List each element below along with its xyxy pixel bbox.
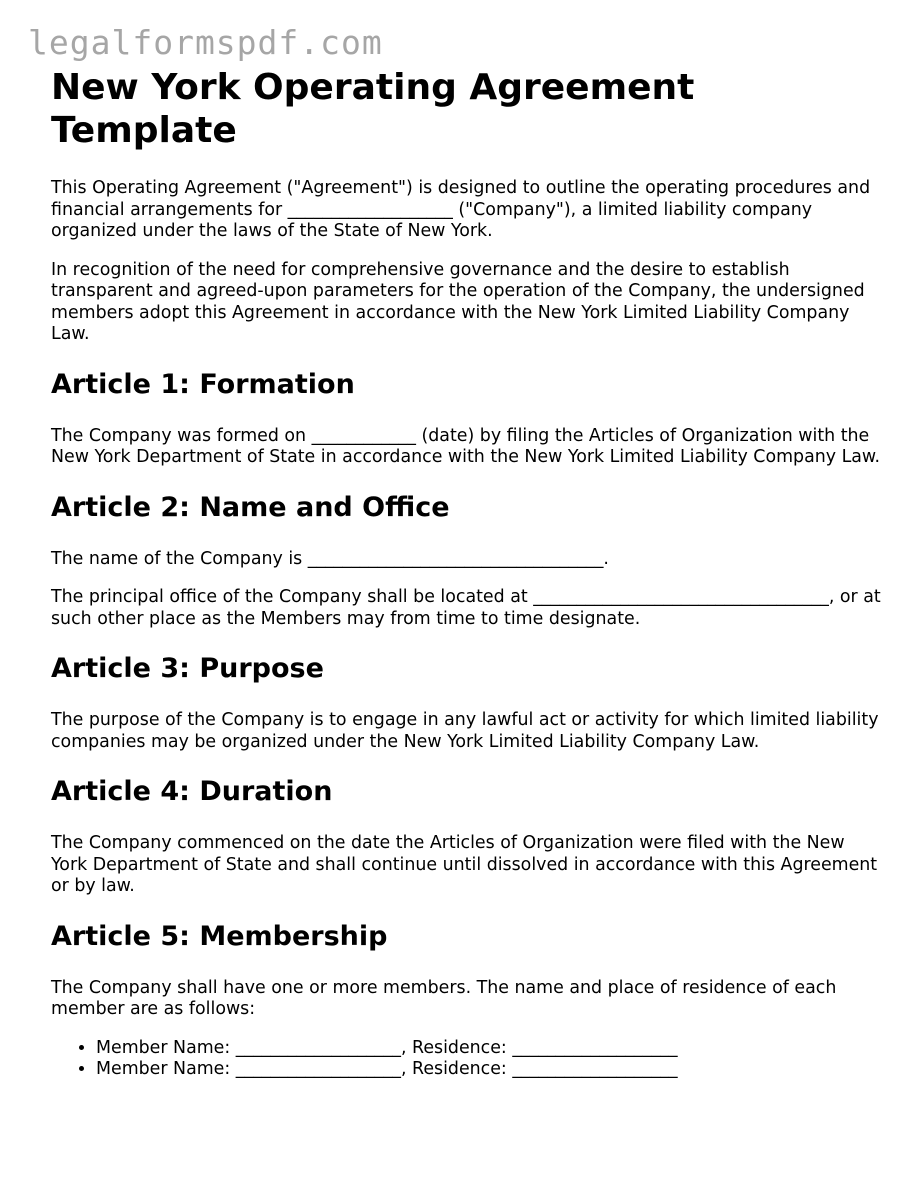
- article-heading: Article 1: Formation: [51, 368, 355, 400]
- article-paragraph: The Company shall have one or more members. The name and place of residence of each member are as follows:: [51, 977, 837, 1019]
- list-item: • Member Name: ___________________, Residence: ___________________: [96, 1038, 881, 1060]
- document: [51, 66, 881, 1081]
- article-paragraph: The Company commenced on the date the Articles of Organization were filed with the New York Department of State and shall continue until dissolved in accordance with this Agreement or by law.: [51, 833, 878, 896]
- article-paragraph: The name of the Company is __________________________________.: [51, 548, 609, 569]
- article-heading: Article 4: Duration: [51, 776, 333, 807]
- watermark: legalformspdf.com: [28, 23, 383, 62]
- article-heading: Article 5: Membership: [51, 920, 388, 952]
- member-list: [51, 1038, 881, 1081]
- article-heading: Article 3: Purpose: [51, 653, 324, 684]
- article-paragraph: The principal office of the Company shall be located at __________________________________, or at such other place as the Members may from time to time designate.: [51, 587, 881, 629]
- list-item: • Member Name: ___________________, Residence: ___________________: [96, 1059, 881, 1081]
- article-paragraph: The Company was formed on ____________ (date) by filing the Articles of Organization with the New York Department of State in accordance with the New York Limited Liability Company Law.: [51, 425, 881, 467]
- document-title: New York Operating Agreement Template: [51, 67, 695, 151]
- intro-paragraph: This Operating Agreement ("Agreement") is designed to outline the operating procedures and financial arrangements for ___________________ ("Company"), a limited liability company organized under the laws of the State of New York.: [51, 178, 871, 241]
- article-paragraph: The purpose of the Company is to engage in any lawful act or activity for which limited liability companies may be organized under the New York Limited Liability Company Law.: [51, 710, 879, 752]
- intro-paragraph: In recognition of the need for comprehensive governance and the desire to establish transparent and agreed-upon parameters for the operation of the Company, the undersigned members adopt this Agreement in accordance with the New York Limited Liability Company Law.: [51, 259, 865, 344]
- article-heading: Article 2: Name and Office: [51, 491, 450, 523]
